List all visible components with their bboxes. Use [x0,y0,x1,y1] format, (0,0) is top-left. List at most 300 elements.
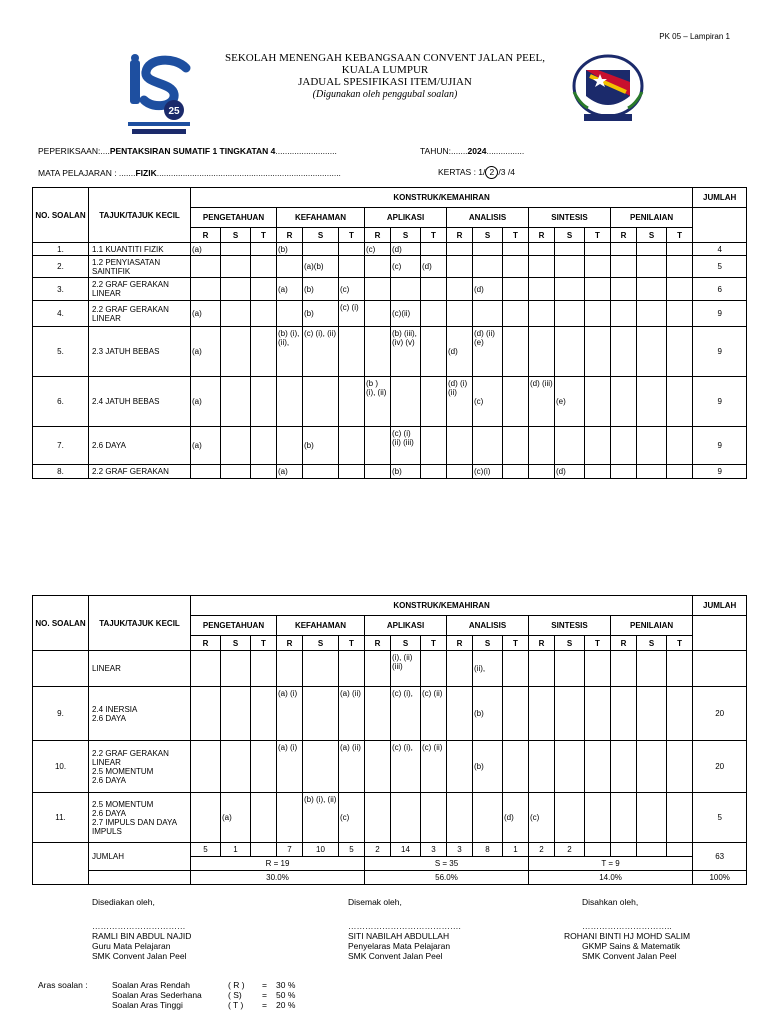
group-header: SINTESIS [529,616,611,636]
totals-count-row [33,843,747,857]
total-count: 10 [303,843,339,857]
row-cell [555,256,585,278]
row-cell [251,651,277,687]
row-cell: (a) (ii) [339,687,365,741]
level-header: S [637,228,667,243]
row-cell: (a)(b) [303,256,339,278]
total-count [637,843,667,857]
row-cell [251,741,277,793]
aras-code: ( R ) [228,980,245,990]
row-cell [447,301,473,327]
row-cell [447,465,473,479]
level-header: S [303,228,339,243]
row-cell: (a) [191,427,221,465]
row-cell: (b) (i), (ii), [277,327,303,377]
row-cell [611,327,637,377]
row-number: 9. [33,687,89,741]
level-header: T [251,228,277,243]
mata-dots: .............................................................................. [156,168,341,178]
row-cell [637,256,667,278]
row-cell [251,793,277,843]
row-cell [365,427,391,465]
row-cell [585,278,611,301]
row-cell: (a) [277,278,303,301]
row-cell [251,327,277,377]
header-jumlah: JUMLAH [693,596,747,616]
row-cell [585,651,611,687]
row-cell: (c) (ii) [421,687,447,741]
row-total: 6 [693,278,747,301]
row-cell [529,687,555,741]
row-cell [555,243,585,256]
row-cell: (b) [303,278,339,301]
row-number: 1. [33,243,89,256]
level-header: S [473,636,503,651]
group-header: PENGETAHUAN [191,616,277,636]
row-cell [637,465,667,479]
row-cell [611,301,637,327]
level-header: T [503,228,529,243]
school-name-line1: SEKOLAH MENENGAH KEBANGSAAN CONVENT JALAN PEEL, [224,52,545,64]
level-header: S [221,228,251,243]
total-count: 1 [221,843,251,857]
total-count: 2 [529,843,555,857]
row-cell: (c) [365,243,391,256]
row-total: 9 [693,465,747,479]
row-cell: (c) (ii) [421,741,447,793]
row-cell [637,687,667,741]
row-cell [637,327,667,377]
row-cell: (a) (i) [277,687,303,741]
row-cell [251,377,277,427]
row-cell: (a) [191,377,221,427]
row-cell: (c) (i), [391,687,421,741]
row-cell [611,651,637,687]
level-header: S [555,636,585,651]
signature-dots: …………………………………. [348,921,461,931]
total-count: 5 [339,843,365,857]
kertas-circled-value: 2 [485,166,498,179]
aras-code: ( S) [228,990,242,1000]
peperiksaan-dots: .......................... [275,146,337,156]
row-cell [667,243,693,256]
row-cell [473,256,503,278]
row-cell: (c) [339,793,365,843]
row-total: 5 [693,793,747,843]
row-cell [251,256,277,278]
row-cell: (a) [191,327,221,377]
row-cell [447,256,473,278]
row-cell: (a) [277,465,303,479]
signature-caption: Disediakan oleh, [92,897,155,907]
kertas-line [438,166,515,179]
row-cell [447,741,473,793]
row-cell [365,793,391,843]
aras-name: Soalan Aras Tinggi [112,1000,183,1010]
signature-block-approved [564,897,690,961]
row-cell [555,278,585,301]
level-header: S [391,228,421,243]
r-pct: 30.0% [191,871,365,885]
row-cell [303,741,339,793]
row-cell [585,793,611,843]
row-total: 9 [693,301,747,327]
row-cell [339,427,365,465]
tahun-value: 2024 [467,146,487,156]
row-cell [529,278,555,301]
row-cell: (c) (i), [391,741,421,793]
level-header: S [637,636,667,651]
row-cell [221,327,251,377]
level-header: T [585,228,611,243]
level-header: T [251,636,277,651]
header-row [33,596,747,616]
row-cell: (a) (ii) [339,741,365,793]
row-cell [555,793,585,843]
row-cell [447,243,473,256]
header-jumlah-spacer [693,208,747,243]
row-topic: 2.2 GRAF GERAKAN LINEAR [89,301,191,327]
s-sum: S = 35 [365,857,529,871]
table-row [33,256,747,278]
kertas-label: KERTAS : 1/ [438,167,486,177]
row-total: 9 [693,377,747,427]
row-cell [251,278,277,301]
row-cell [667,427,693,465]
row-cell [611,377,637,427]
row-cell [421,427,447,465]
row-cell [503,301,529,327]
aras-eq: = [262,980,267,990]
level-header: T [667,636,693,651]
row-cell [473,243,503,256]
row-cell [221,243,251,256]
header-tajuk: TAJUK/TAJUK KECIL [89,188,191,243]
level-header: S [303,636,339,651]
signature-dots: ………………………….. [582,921,672,931]
row-cell [221,256,251,278]
row-cell: (c) (i), (ii) [303,327,339,377]
total-count [251,843,277,857]
row-cell: (a) [191,301,221,327]
kertas-rest: /3 /4 [498,167,515,177]
row-cell [421,278,447,301]
row-cell [611,793,637,843]
svg-text:25: 25 [168,106,180,117]
row-cell [277,301,303,327]
row-cell [339,377,365,427]
row-cell: (d) (i) (ii) [447,377,473,427]
total-count: 14 [391,843,421,857]
row-cell [667,301,693,327]
row-cell [191,741,221,793]
row-number [33,651,89,687]
total-count: 5 [191,843,221,857]
row-cell [529,465,555,479]
r-sum: R = 19 [191,857,365,871]
level-header: R [611,228,637,243]
row-cell [251,301,277,327]
table-row [33,793,747,843]
row-cell: (b) [391,465,421,479]
grand-total: 63 [693,843,747,871]
group-header: KEFAHAMAN [277,616,365,636]
row-number: 10. [33,741,89,793]
row-cell [303,651,339,687]
level-header: S [221,636,251,651]
total-count: 1 [503,843,529,857]
row-cell [503,327,529,377]
header-konstruk: KONSTRUK/KEMAHIRAN [191,188,693,208]
total-count: 2 [365,843,391,857]
mata-pelajaran-line [38,168,341,178]
document-subtitle: (Digunakan oleh penggubal soalan) [312,89,458,100]
totals-label-blank [89,871,191,885]
signature-block-prepared [92,897,191,961]
row-cell [221,377,251,427]
row-cell [365,327,391,377]
row-cell [391,793,421,843]
row-cell [303,687,339,741]
row-total: 20 [693,687,747,741]
row-cell [667,327,693,377]
is25-logo [126,54,192,136]
level-header: S [473,228,503,243]
row-cell: (c) [529,793,555,843]
row-cell [611,243,637,256]
row-cell [277,256,303,278]
level-header: S [555,228,585,243]
header-tajuk: TAJUK/TAJUK KECIL [89,596,191,651]
row-cell: (d) (ii) (e) [473,327,503,377]
row-cell [529,651,555,687]
row-total: 5 [693,256,747,278]
row-cell [585,465,611,479]
row-cell [277,793,303,843]
row-cell [503,377,529,427]
school-name-line2: KUALA LUMPUR [341,64,429,76]
row-cell: (d) [473,278,503,301]
row-cell: (c) [391,256,421,278]
row-cell [667,465,693,479]
row-cell [191,651,221,687]
row-cell [585,256,611,278]
s-pct: 56.0% [365,871,529,885]
header-jumlah-spacer [693,616,747,651]
row-cell [447,278,473,301]
row-number: 2. [33,256,89,278]
row-cell: (i), (ii) (iii) [391,651,421,687]
signature-name: SITI NABILAH ABDULLAH [348,931,450,941]
row-cell [391,278,421,301]
row-cell: (b) [303,301,339,327]
tahun-label: TAHUN:....... [420,146,468,156]
row-cell [503,741,529,793]
row-cell [585,427,611,465]
row-cell [421,301,447,327]
row-cell [585,741,611,793]
aras-pct: 30 % [276,980,296,990]
row-cell [365,741,391,793]
row-cell [555,301,585,327]
row-number: 6. [33,377,89,427]
total-count [667,843,693,857]
row-cell [529,741,555,793]
header-no: NO. SOALAN [33,188,89,243]
row-cell [191,256,221,278]
row-cell [585,243,611,256]
row-cell [585,687,611,741]
row-cell: (e) [555,377,585,427]
row-cell [611,465,637,479]
row-total: 9 [693,327,747,377]
row-cell [421,377,447,427]
row-topic: 2.6 DAYA [89,427,191,465]
row-cell [667,256,693,278]
level-header: T [667,228,693,243]
row-cell: (b) [277,243,303,256]
signature-role: Guru Mata Pelajaran [92,941,171,951]
row-cell [421,793,447,843]
signature-name: ROHANI BINTI HJ MOHD SALIM [564,931,691,941]
row-cell [339,256,365,278]
row-cell: (b) [473,687,503,741]
row-number: 8. [33,465,89,479]
row-cell: (d) [421,256,447,278]
row-cell [637,301,667,327]
row-cell [637,793,667,843]
row-cell: (b) (iii), (iv) (v) [391,327,421,377]
peperiksaan-label: PEPERIKSAAN:.... [38,146,110,156]
row-cell [611,256,637,278]
row-cell [585,377,611,427]
row-number: 4. [33,301,89,327]
row-cell [221,741,251,793]
row-cell: (c) (i)(ii) (iii) [391,427,421,465]
row-cell: (a) [191,243,221,256]
row-cell [421,465,447,479]
table-row [33,243,747,256]
row-total: 4 [693,243,747,256]
row-topic: LINEAR [89,651,191,687]
row-cell [339,651,365,687]
level-header: R [277,636,303,651]
row-cell [447,793,473,843]
row-cell [503,243,529,256]
row-cell [365,465,391,479]
signature-dots: …………………………… [92,921,186,931]
mata-label: MATA PELAJARAN : ....... [38,168,136,178]
row-cell [667,793,693,843]
signature-name: RAMLI BIN ABDUL NAJID [92,931,192,941]
row-cell [637,278,667,301]
group-header: PENGETAHUAN [191,208,277,228]
total-pct: 100% [693,871,747,885]
table-row [33,427,747,465]
spec-table-2 [32,595,747,885]
row-cell: (c)(ii) [391,301,421,327]
row-cell [339,327,365,377]
total-count [611,843,637,857]
row-total [693,651,747,687]
row-cell: (ii), [473,651,503,687]
row-cell [221,301,251,327]
row-cell [555,741,585,793]
row-cell [421,243,447,256]
aras-row [112,980,295,990]
level-header: R [365,228,391,243]
row-cell [585,301,611,327]
table-row [33,687,747,741]
row-cell: (a) [221,793,251,843]
row-cell: (d) (iii) [529,377,555,427]
table-row [33,651,747,687]
level-header: T [421,228,447,243]
row-cell [529,327,555,377]
row-cell [365,651,391,687]
reference-label: PK 05 – Lampiran 1 [659,32,730,41]
level-header: R [529,636,555,651]
row-topic: 2.2 GRAF GERAKAN [89,465,191,479]
row-cell [473,793,503,843]
table-row [33,278,747,301]
totals-no-blank [33,843,89,885]
row-cell [303,243,339,256]
row-cell [667,651,693,687]
row-cell [365,301,391,327]
row-cell [339,465,365,479]
row-cell [221,465,251,479]
row-cell [365,278,391,301]
level-header: T [421,636,447,651]
row-cell [555,687,585,741]
row-cell [611,278,637,301]
row-cell [667,377,693,427]
row-cell [221,427,251,465]
total-count: 7 [277,843,303,857]
aras-name: Soalan Aras Sederhana [112,990,202,1000]
row-number: 7. [33,427,89,465]
row-cell [191,465,221,479]
row-cell [365,687,391,741]
row-cell [447,427,473,465]
row-cell: (b ) (i), (ii) [365,377,391,427]
row-cell [637,651,667,687]
row-cell [191,793,221,843]
row-cell [503,427,529,465]
row-topic: 2.4 INERSIA 2.6 DAYA [89,687,191,741]
t-sum: T = 9 [529,857,693,871]
row-cell [221,687,251,741]
peperiksaan-line [38,146,337,156]
row-total: 20 [693,741,747,793]
row-cell [473,301,503,327]
row-cell: (b) [303,427,339,465]
aras-pct: 50 % [276,990,296,1000]
level-header: T [339,228,365,243]
row-cell [529,301,555,327]
peperiksaan-value: PENTAKSIRAN SUMATIF 1 TINGKATAN 4 [109,146,276,156]
school-crest [570,52,646,128]
table-row [33,377,747,427]
row-cell [611,741,637,793]
aras-name: Soalan Aras Rendah [112,980,190,990]
level-header: R [365,636,391,651]
header-row [33,188,747,208]
row-cell [447,651,473,687]
header-jumlah: JUMLAH [693,188,747,208]
row-cell [277,651,303,687]
